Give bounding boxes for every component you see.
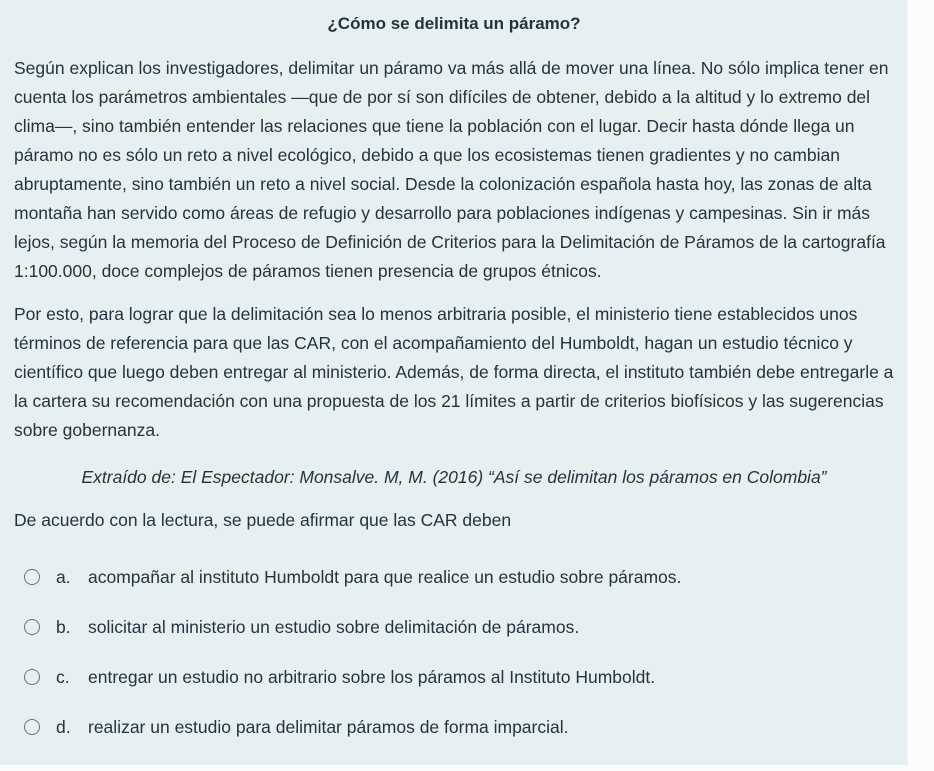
- answer-option-c[interactable]: [14, 665, 894, 689]
- answer-option-d[interactable]: [14, 715, 894, 739]
- option-letter: a.: [56, 566, 71, 587]
- horizontal-scrollbar-track[interactable]: [0, 765, 908, 771]
- option-text: realizar un estudio para delimitar páramos de forma imparcial.: [88, 717, 569, 737]
- radio-button-c[interactable]: [24, 669, 40, 685]
- question-title: ¿Cómo se delimita un páramo?: [327, 14, 581, 33]
- option-letter: c.: [56, 666, 70, 687]
- radio-button-b[interactable]: [24, 619, 40, 635]
- option-text: entregar un estudio no arbitrario sobre los páramos al Instituto Humboldt.: [88, 667, 656, 687]
- question-stem: De acuerdo con la lectura, se puede afirmar que las CAR deben: [14, 510, 512, 530]
- source-citation: Extraído de: El Espectador: Monsalve. M, M. (2016) “Así se delimitan los páramos en Colombia”: [81, 467, 827, 487]
- answer-options: [14, 565, 894, 739]
- option-text: acompañar al instituto Humboldt para que realice un estudio sobre páramos.: [88, 567, 682, 587]
- option-letter: d.: [56, 716, 71, 737]
- vertical-scrollbar-track[interactable]: [907, 0, 934, 771]
- passage-paragraph-2: Por esto, para lograr que la delimitación sea lo menos arbitraria posible, el ministerio tiene establecidos unos términos de referencia para que las CAR, con el acompañamiento del Humboldt, hagan un estudio técnico y científico que luego deben entregar al ministerio. Además, de forma directa, el instituto también debe entregarle a la cartera su recomendación con una propuesta de los 21 límites a partir de criterios biofísicos y las sugerencias sobre gobernanza.: [14, 304, 894, 440]
- reading-passage: [14, 54, 894, 445]
- answer-option-a[interactable]: [14, 565, 894, 589]
- radio-button-d[interactable]: [24, 719, 40, 735]
- radio-button-a[interactable]: [24, 569, 40, 585]
- option-letter: b.: [56, 616, 71, 637]
- passage-paragraph-1: Según explican los investigadores, delimitar un páramo va más allá de mover una línea. No sólo implica tener en cuenta los parámetros ambientales —que de por sí son difíciles de obtener, debido a la altitud y lo extremo del clima—, sino también entender las relaciones que tiene la población con el lugar. Decir hasta dónde llega un páramo no es sólo un reto a nivel ecológico, debido a que los ecosistemas tienen gradientes y no cambian abruptamente, sino también un reto a nivel social. Desde la colonización española hasta hoy, las zonas de alta montaña han servido como áreas de refugio y desarrollo para poblaciones indígenas y campesinas. Sin ir más lejos, según la memoria del Proceso de Definición de Criterios para la Delimitación de Páramos de la cartografía 1:100.000, doce complejos de páramos tienen presencia de grupos étnicos.: [14, 58, 889, 281]
- answer-option-b[interactable]: [14, 615, 894, 639]
- option-text: solicitar al ministerio un estudio sobre delimitación de páramos.: [88, 617, 580, 637]
